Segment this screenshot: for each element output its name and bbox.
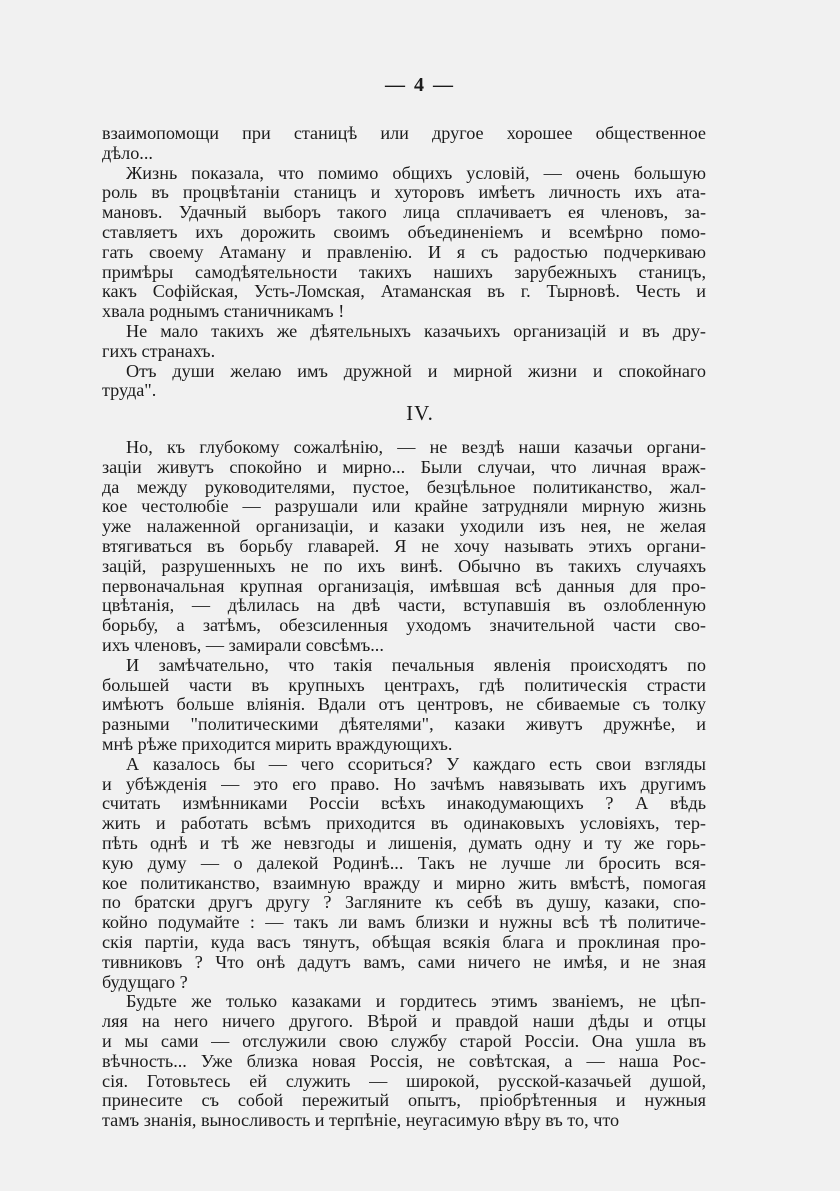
text-line: примѣры самодѣятельности такихъ нашихъ зарубежныхъ станицъ, — [102, 261, 706, 282]
text-line: Отъ души желаю имъ дружной и мирной жизни и спокойнаго — [126, 360, 706, 381]
section-heading: IV. — [406, 401, 434, 425]
text-line: и мы сами — отслужили свою службу старой Россіи. Она ушла въ — [102, 1030, 706, 1051]
text-line: кую думу — о далекой Родинѣ... Такъ не лучше ли бросить вся- — [102, 852, 706, 873]
text-line: принесите съ собой пережитый опытъ, пріобрѣтенныя и нужныя — [102, 1090, 706, 1111]
text-line: роль въ процвѣтаніи станицъ и хуторовъ имѣетъ личность ихъ ата- — [102, 182, 706, 203]
text-line: Будьте же только казаками и гордитесь этимъ званіемъ, не цѣп- — [126, 991, 706, 1012]
text-line: пѣть однѣ и тѣ же невзгоды и лишенія, думать одну и ту же горь- — [102, 832, 706, 853]
text-line: ляя на него ничего другого. Вѣрой и правдой наши дѣды и отцы — [102, 1011, 706, 1032]
paragraph — [102, 656, 706, 755]
text-line: тамъ знанія, выносливость и терпѣніе, неугасимую вѣру въ то, что — [102, 1110, 620, 1131]
paragraph — [102, 322, 706, 362]
text-line: цвѣтанія, — дѣлилась на двѣ части, вступавшія въ озлобленную — [102, 595, 706, 616]
paragraph — [102, 992, 706, 1131]
text-line: гихъ странахъ. — [102, 340, 216, 361]
text-line: дѣло... — [102, 142, 153, 163]
text-block-main — [102, 438, 706, 1131]
text-line: большей части въ крупныхъ центрахъ, гдѣ политическія страсти — [102, 674, 706, 695]
text-line: разными "политическими дѣятелями", казаки живутъ дружнѣе, и — [102, 714, 706, 735]
paragraph — [102, 124, 706, 164]
text-line: втягиваться въ борьбу главарей. Я не хочу называть этихъ органи- — [102, 535, 706, 556]
text-line: тивниковъ ? Что онѣ дадутъ вамъ, сами ничего не имѣя, и не зная — [102, 951, 706, 972]
text-line: ставляетъ ихъ дорожить своимъ объединеніемъ и всемѣрно помо- — [102, 221, 706, 242]
text-line: мановъ. Удачный выборъ такого лица сплачиваетъ ея членовъ, за- — [102, 202, 706, 223]
text-line: жить и работать всѣмъ приходится въ одинаковыхъ условіяхъ, тер- — [102, 813, 706, 834]
text-line: первоначальная крупная организація, имѣвшая всѣ данныя для про- — [102, 575, 706, 596]
text-line: мнѣ рѣже приходится мирить враждующихъ. — [102, 733, 453, 754]
text-line: скія партіи, куда васъ тянутъ, обѣщая всякія блага и проклиная про- — [102, 931, 706, 952]
text-line: какъ Софійская, Усть-Ломская, Атаманская въ г. Тырновѣ. Честь и — [102, 281, 706, 302]
text-line: считать измѣнниками Россіи всѣхъ инакодумающихъ ? А вѣдь — [102, 793, 706, 814]
text-line: гать своему Атаману и правленію. И я съ радостью подчеркиваю — [102, 241, 706, 262]
text-line: хвала роднымъ станичникамъ ! — [102, 301, 345, 322]
text-line: сія. Готовьтесь ей служить — широкой, русской-казачьей душой, — [102, 1070, 706, 1091]
text-line: ихъ членовъ, — замирали совсѣмъ... — [102, 634, 384, 655]
paragraph — [102, 755, 706, 993]
text-block-top — [102, 124, 706, 401]
text-line: будущаго ? — [102, 971, 188, 992]
text-line: заціи живутъ спокойно и мирно... Были случаи, что личная враж- — [102, 456, 706, 477]
text-line: и убѣжденія — это его право. Но зачѣмъ навязывать ихъ другимъ — [102, 773, 706, 794]
text-line: борьбу, а затѣмъ, обезсиленныя уходомъ значительной части сво- — [102, 615, 706, 636]
page-number: — 4 — — [385, 74, 455, 96]
text-line: по братски другъ другу ? Загляните къ себѣ въ душу, казаки, спо- — [102, 892, 706, 913]
paragraph — [102, 362, 706, 402]
paragraph — [102, 438, 706, 656]
text-line: да между руководителями, пустое, безцѣльное политиканство, жал- — [102, 476, 706, 497]
text-line: Не мало такихъ же дѣятельныхъ казачьихъ организацій и въ дру- — [126, 320, 706, 341]
text-line: труда". — [102, 380, 157, 401]
text-line: кое честолюбіе — разрушали или крайне затрудняли мирную жизнь — [102, 496, 706, 517]
paragraph — [102, 164, 706, 322]
text-line: А казалось бы — чего ссориться? У каждаго есть свои взгляды — [126, 753, 706, 774]
text-line: уже налаженной организаціи, и казаки уходили изъ нея, не желая — [102, 516, 706, 537]
text-line: койно подумайте : — такъ ли вамъ близки и нужны всѣ тѣ политиче- — [102, 912, 706, 933]
text-line: И замѣчательно, что такія печальныя явленія происходятъ по — [126, 654, 706, 675]
text-line: кое политиканство, взаимную вражду и мирно жить вмѣстѣ, помогая — [102, 872, 706, 893]
text-line: зацій, разрушенныхъ не по ихъ винѣ. Обычно въ такихъ случаяхъ — [102, 555, 706, 576]
text-line: Жизнь показала, что помимо общихъ условій, — очень большую — [126, 162, 706, 183]
text-line: вѣчность... Уже близка новая Россія, не совѣтская, а — наша Рос- — [102, 1050, 706, 1071]
text-line: имѣютъ больше вліянія. Вдали отъ центровъ, не сбиваемые съ толку — [102, 694, 706, 715]
text-line: взаимопомощи при станицѣ или другое хорошее общественное — [102, 123, 706, 143]
text-line: Но, къ глубокому сожалѣнію, — не вездѣ наши казачьи органи- — [126, 437, 706, 457]
